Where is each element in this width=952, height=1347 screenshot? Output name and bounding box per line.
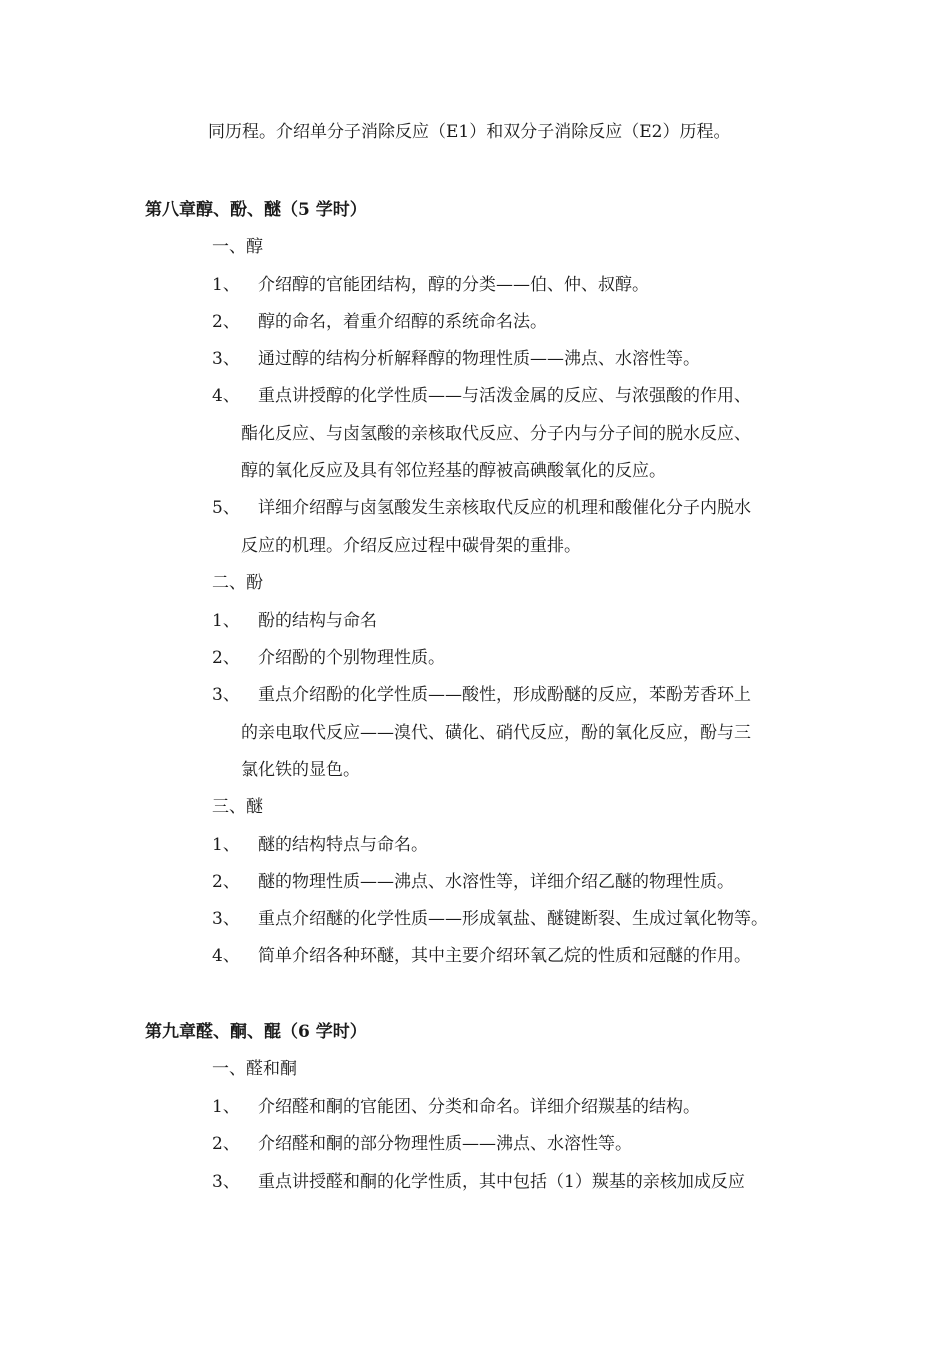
list-item <box>212 611 377 631</box>
item-number: 3、 <box>212 349 240 369</box>
section-heading: 一、醛和酮 <box>212 1059 297 1079</box>
list-item <box>212 275 649 295</box>
item-number: 1、 <box>212 611 240 631</box>
item-text: 简单介绍各种环醚，其中主要介绍环氧乙烷的性质和冠醚的作用。 <box>258 946 751 966</box>
chapter-9-title: 第九章醛、酮、醌（6 学时） <box>145 1022 367 1042</box>
list-item <box>212 386 751 406</box>
list-item <box>212 312 547 332</box>
item-text: 重点介绍酚的化学性质——酸性，形成酚醚的反应，苯酚芳香环上 <box>258 685 751 705</box>
item-number: 1、 <box>212 835 240 855</box>
list-item <box>212 872 734 892</box>
item-text: 介绍醇的官能团结构，醇的分类——伯、仲、叔醇。 <box>258 275 649 295</box>
item-number: 4、 <box>212 386 240 406</box>
list-item <box>212 909 768 929</box>
item-number: 4、 <box>212 946 240 966</box>
item-number: 1、 <box>212 1097 240 1117</box>
item-number: 3、 <box>212 685 240 705</box>
list-item <box>212 946 751 966</box>
item-number: 1、 <box>212 275 240 295</box>
item-continuation: 反应的机理。介绍反应过程中碳骨架的重排。 <box>241 536 581 556</box>
item-text: 重点介绍醚的化学性质——形成氧盐、醚键断裂、生成过氧化物等。 <box>258 909 768 929</box>
item-text: 介绍酚的个别物理性质。 <box>258 648 445 668</box>
list-item <box>212 835 428 855</box>
item-text: 详细介绍醇与卤氢酸发生亲核取代反应的机理和酸催化分子内脱水 <box>258 498 751 518</box>
item-text: 醚的结构特点与命名。 <box>258 835 428 855</box>
item-number: 2、 <box>212 1134 240 1154</box>
item-number: 2、 <box>212 312 240 332</box>
item-text: 介绍醛和酮的官能团、分类和命名。详细介绍羰基的结构。 <box>258 1097 700 1117</box>
item-text: 重点讲授醛和酮的化学性质，其中包括（1）羰基的亲核加成反应 <box>258 1172 745 1192</box>
item-continuation: 醇的氧化反应及具有邻位羟基的醇被高碘酸氧化的反应。 <box>241 461 666 481</box>
item-number: 2、 <box>212 872 240 892</box>
item-continuation: 氯化铁的显色。 <box>241 760 360 780</box>
item-text: 醚的物理性质——沸点、水溶性等，详细介绍乙醚的物理性质。 <box>258 872 734 892</box>
list-item <box>212 648 445 668</box>
item-number: 5、 <box>212 498 240 518</box>
list-item <box>212 349 700 369</box>
section-heading: 二、酚 <box>212 573 263 593</box>
item-continuation: 的亲电取代反应——溴代、磺化、硝代反应，酚的氧化反应，酚与三 <box>241 723 751 743</box>
intro-line: 同历程。介绍单分子消除反应（E1）和双分子消除反应（E2）历程。 <box>208 122 731 142</box>
item-text: 通过醇的结构分析解释醇的物理性质——沸点、水溶性等。 <box>258 349 700 369</box>
chapter-8-title: 第八章醇、酚、醚（5 学时） <box>145 200 367 220</box>
item-number: 2、 <box>212 648 240 668</box>
item-text: 酚的结构与命名 <box>258 611 377 631</box>
list-item <box>212 1134 632 1154</box>
item-text: 重点讲授醇的化学性质——与活泼金属的反应、与浓强酸的作用、 <box>258 386 751 406</box>
section-heading: 一、醇 <box>212 237 263 257</box>
item-continuation: 酯化反应、与卤氢酸的亲核取代反应、分子内与分子间的脱水反应、 <box>241 424 751 444</box>
item-number: 3、 <box>212 909 240 929</box>
list-item <box>212 685 751 705</box>
section-heading: 三、醚 <box>212 797 263 817</box>
list-item <box>212 1097 700 1117</box>
item-text: 介绍醛和酮的部分物理性质——沸点、水溶性等。 <box>258 1134 632 1154</box>
item-number: 3、 <box>212 1172 240 1192</box>
list-item <box>212 498 751 518</box>
list-item <box>212 1172 745 1192</box>
item-text: 醇的命名，着重介绍醇的系统命名法。 <box>258 312 547 332</box>
